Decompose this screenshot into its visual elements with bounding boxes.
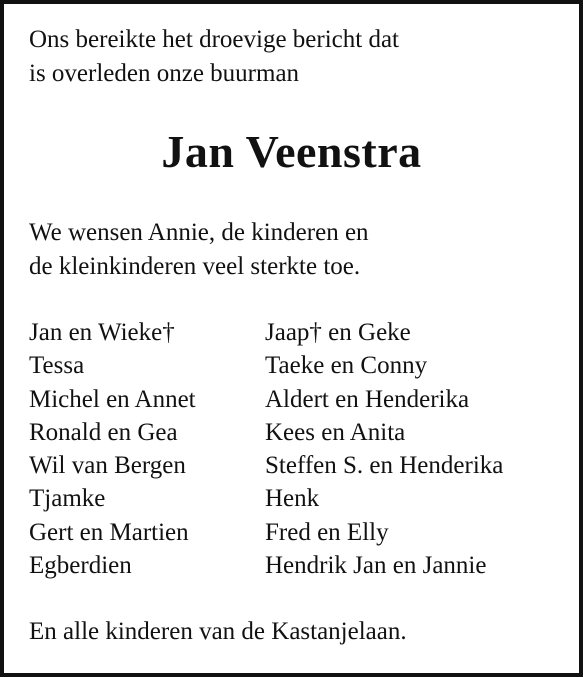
signatory: Jaap† en Geke — [265, 319, 411, 346]
signatory: Jan en Wieke† — [29, 319, 175, 346]
deceased-name: Jan Veenstra — [161, 126, 422, 177]
intro-text — [29, 23, 399, 91]
signatory: Ronald en Gea — [29, 418, 178, 446]
signatory: Fred en Elly — [265, 518, 389, 546]
signatories-left-column — [29, 316, 196, 582]
signatory: Aldert en Henderika — [265, 385, 470, 413]
intro-line-1: Ons bereikte het droevige bericht dat — [29, 26, 399, 53]
closing-text: En alle kinderen van de Kastanjelaan. — [29, 618, 407, 645]
signatories-right-column — [265, 316, 503, 582]
signatory: Gert en Martien — [29, 518, 189, 546]
signatory: Egberdien — [29, 552, 132, 580]
intro-line-2: is overleden onze buurman — [29, 60, 300, 87]
signatory: Kees en Anita — [265, 418, 406, 446]
condolence-line-2: de kleinkinderen veel sterkte toe. — [29, 253, 361, 280]
signatory: Henk — [265, 485, 320, 513]
signatory: Tessa — [29, 352, 85, 380]
signatory: Taeke en Conny — [265, 352, 428, 380]
condolence-text — [29, 216, 369, 284]
signatory: Michel en Annet — [29, 385, 196, 413]
signatory: Wil van Bergen — [29, 452, 186, 480]
signatory: Tjamke — [29, 485, 106, 513]
signatory: Steffen S. en Henderika — [265, 452, 504, 480]
signatory: Hendrik Jan en Jannie — [265, 552, 487, 580]
condolence-line-1: We wensen Annie, de kinderen en — [29, 219, 369, 246]
